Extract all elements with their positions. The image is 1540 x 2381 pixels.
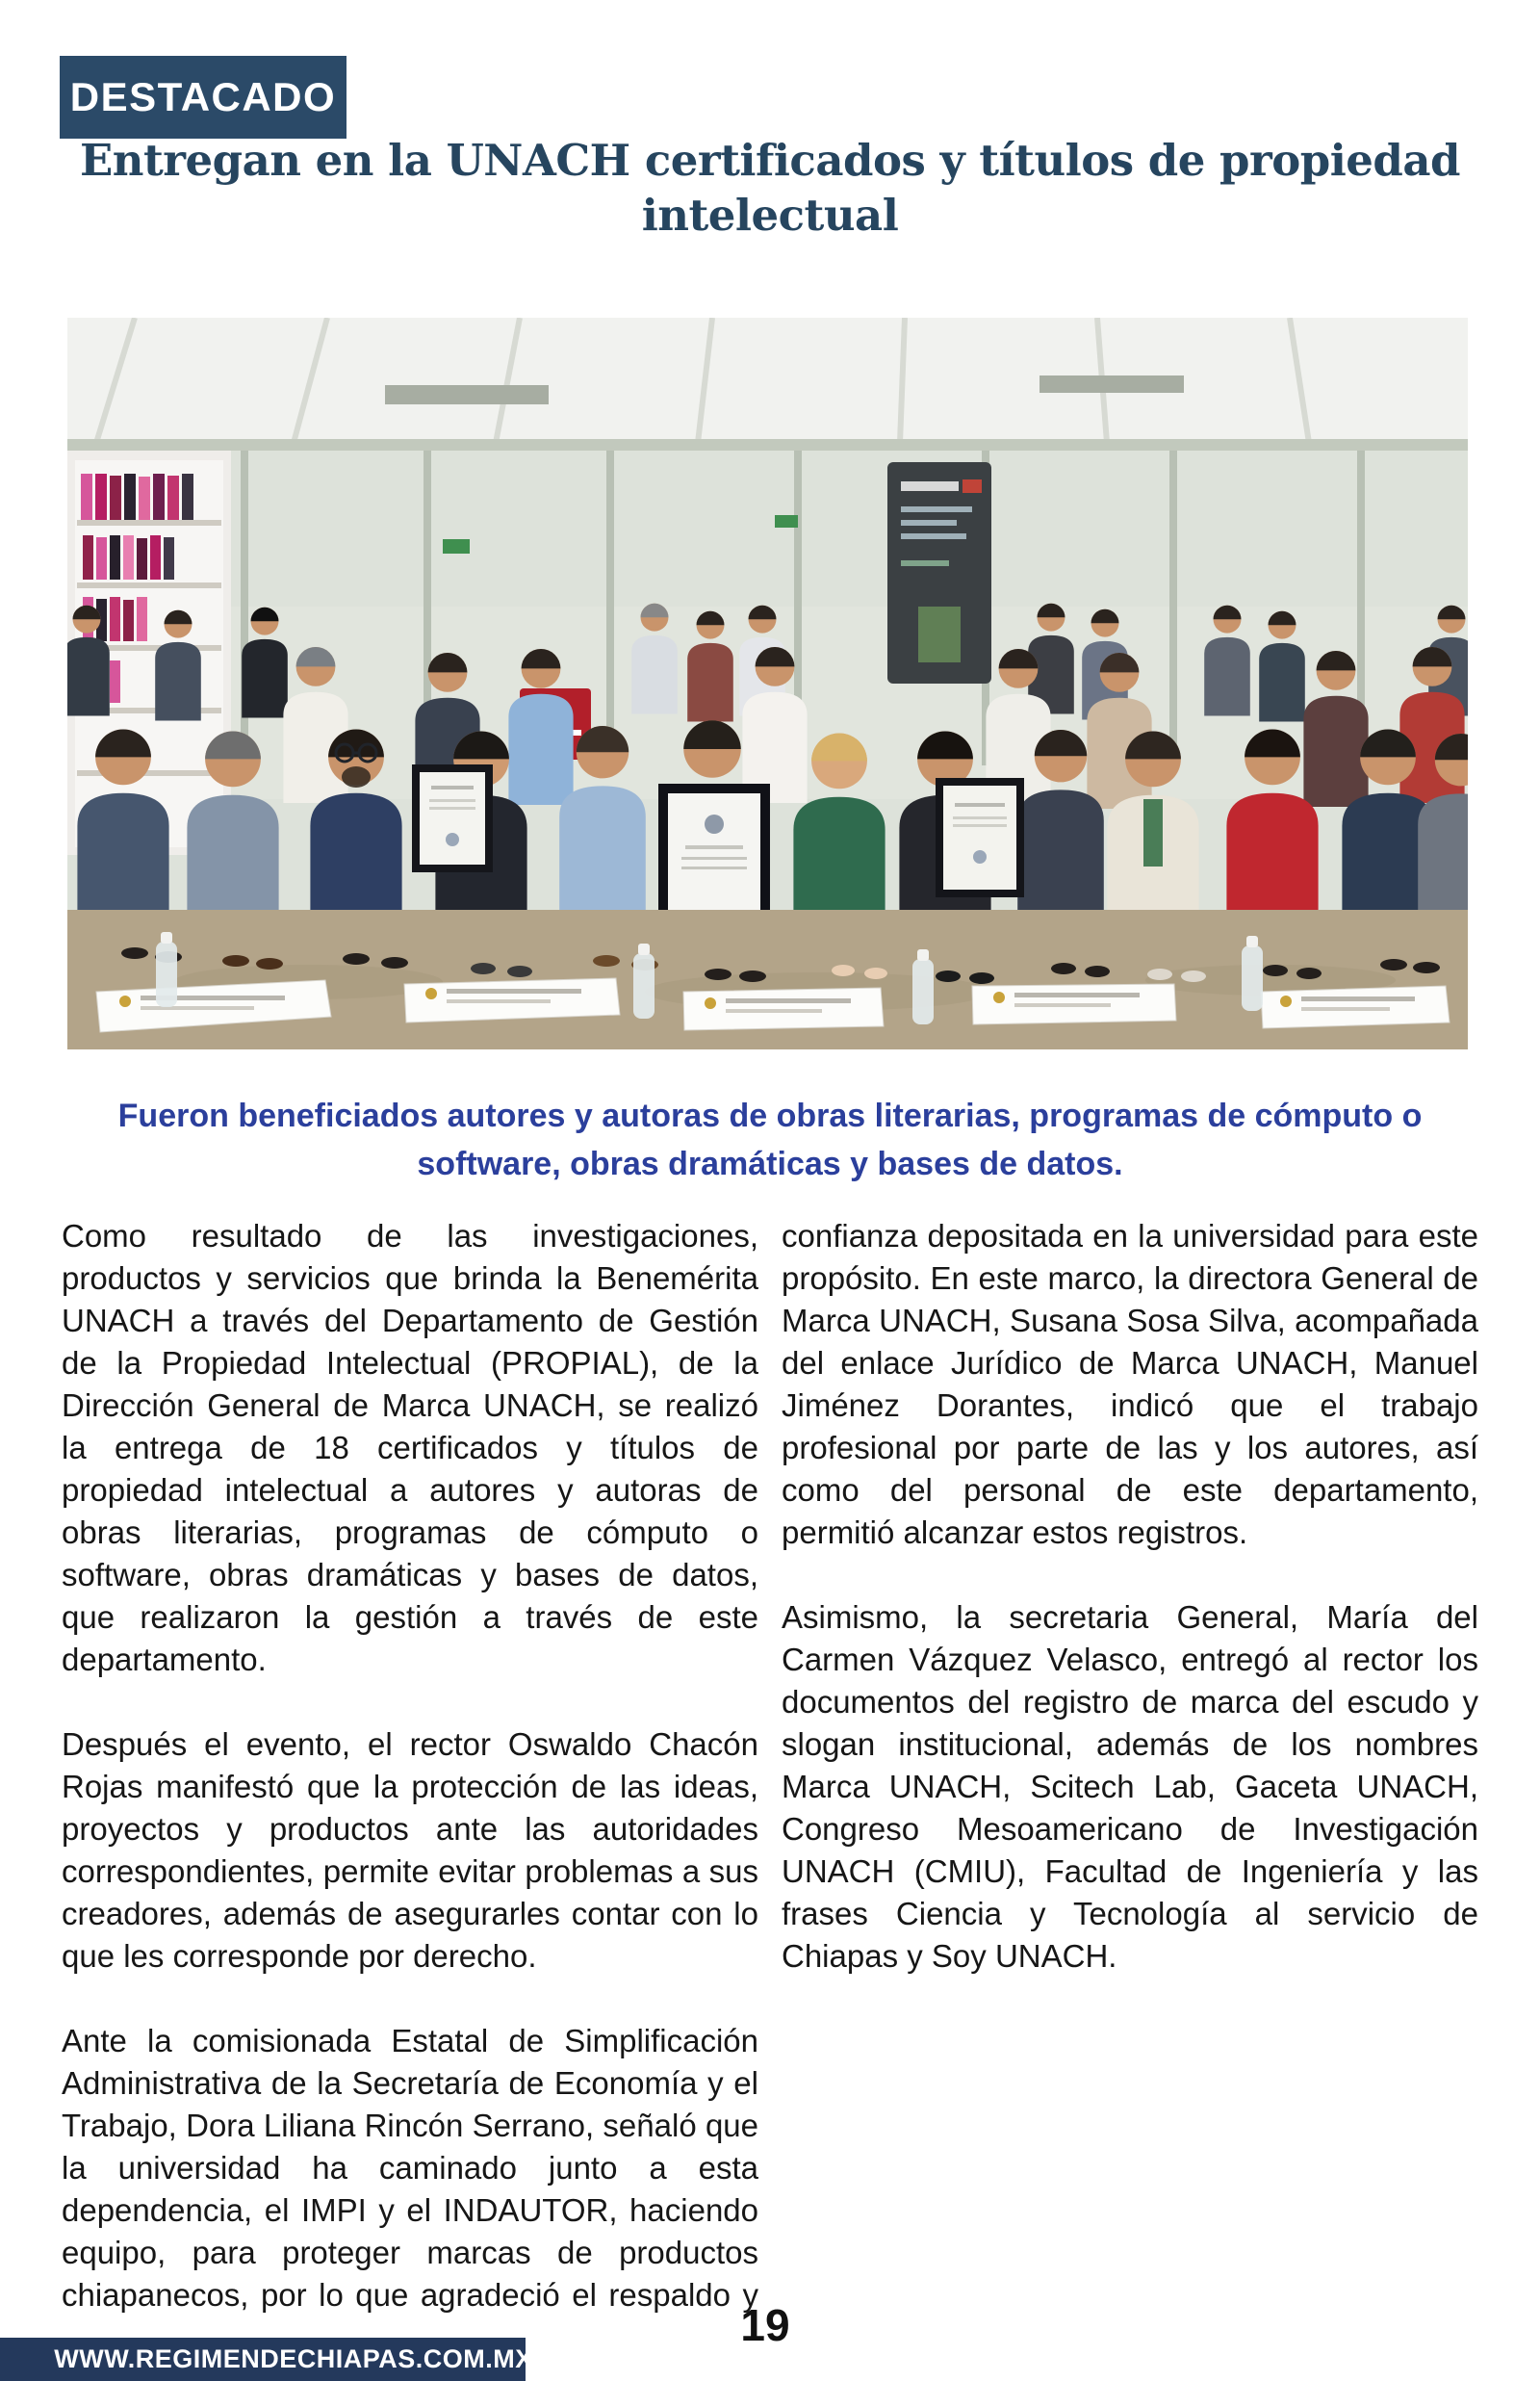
page-title-line2: intelectual bbox=[641, 190, 899, 241]
photo-certificate-frame bbox=[412, 764, 493, 872]
photo-certificate-frame bbox=[658, 784, 770, 930]
photo-caption bbox=[63, 1092, 1477, 1188]
article-body bbox=[62, 1215, 1478, 2330]
photo-caption-line1: Fueron beneficiados autores y autoras de obras literarias, programas de cómputo o bbox=[117, 1098, 1423, 1134]
article-paragraph: Ante la comisionada Estatal de Simplificación Administrativa de la Secretaría de Economía y el Trabajo, Dora Liliana Rincón Serrano, señaló que la universidad ha caminado junto a esta dependencia, el IMPI y el INDAUTOR, haciendo equipo, para proteger marcas de productos chiapanecos, por lo que agradeció el respaldo y confianza depositada en la universidad para este propósito. En este marco, la directora General de Marca UNACH, Susana Sosa Silva, acompañada del enlace Jurídico de Marca UNACH, Manuel Jiménez Dorantes, indicó que el trabajo profesional por parte de las y los autores, así como del personal de este departamento, permitió alcanzar estos registros. bbox=[62, 1218, 1478, 2313]
section-badge-label: DESTACADO bbox=[69, 74, 337, 119]
photo-certificate-frame bbox=[936, 778, 1024, 897]
footer-website-url: WWW.REGIMENDECHIAPAS.COM.MX bbox=[54, 2344, 533, 2373]
article-paragraph: Después el evento, el rector Oswaldo Chacón Rojas manifestó que la protección de las ideas, proyectos y productos ante las autoridades correspondientes, permite evitar problemas a sus creadores, además de asegurarles contar con lo que les corresponde por derecho. bbox=[62, 1726, 758, 1974]
page-title-line1: Entregan en la UNACH certificados y títulos de propiedad bbox=[79, 135, 1461, 186]
footer-bar bbox=[0, 2338, 533, 2381]
photo-banner bbox=[887, 462, 991, 684]
article-paragraph: Como resultado de las investigaciones, productos y servicios que brinda la Benemérita UNACH a través del Departamento de Gestión de la Propiedad Intelectual (PROPIAL), de la Dirección General de Marca UNACH, se realizó la entrega de 18 certificados y títulos de propiedad intelectual a autores y autoras de obras literarias, programas de cómputo o software, obras dramáticas y bases de datos, que realizaron la gestión a través de este departamento. bbox=[62, 1218, 758, 1677]
article-paragraph: Asimismo, la secretaria General, María del Carmen Vázquez Velasco, entregó al rector los documentos del registro de marca del escudo y slogan institucional, además de los nombres Marca UNACH, Scitech Lab, Gaceta UNACH, Congreso Mesoamericano de Investigación UNACH (CMIU), Facultad de Ingeniería y las frases Ciencia y Tecnología al servicio de Chiapas y Soy UNACH. bbox=[782, 1599, 1478, 1974]
page-number: 19 bbox=[740, 2300, 790, 2350]
photo-ceiling bbox=[67, 318, 1468, 451]
article-photo-illustration bbox=[67, 318, 1468, 1049]
article-photo bbox=[67, 318, 1468, 1049]
page-title bbox=[63, 133, 1477, 243]
section-badge bbox=[60, 56, 346, 139]
photo-caption-line2: software, obras dramáticas y bases de datos. bbox=[417, 1146, 1123, 1182]
